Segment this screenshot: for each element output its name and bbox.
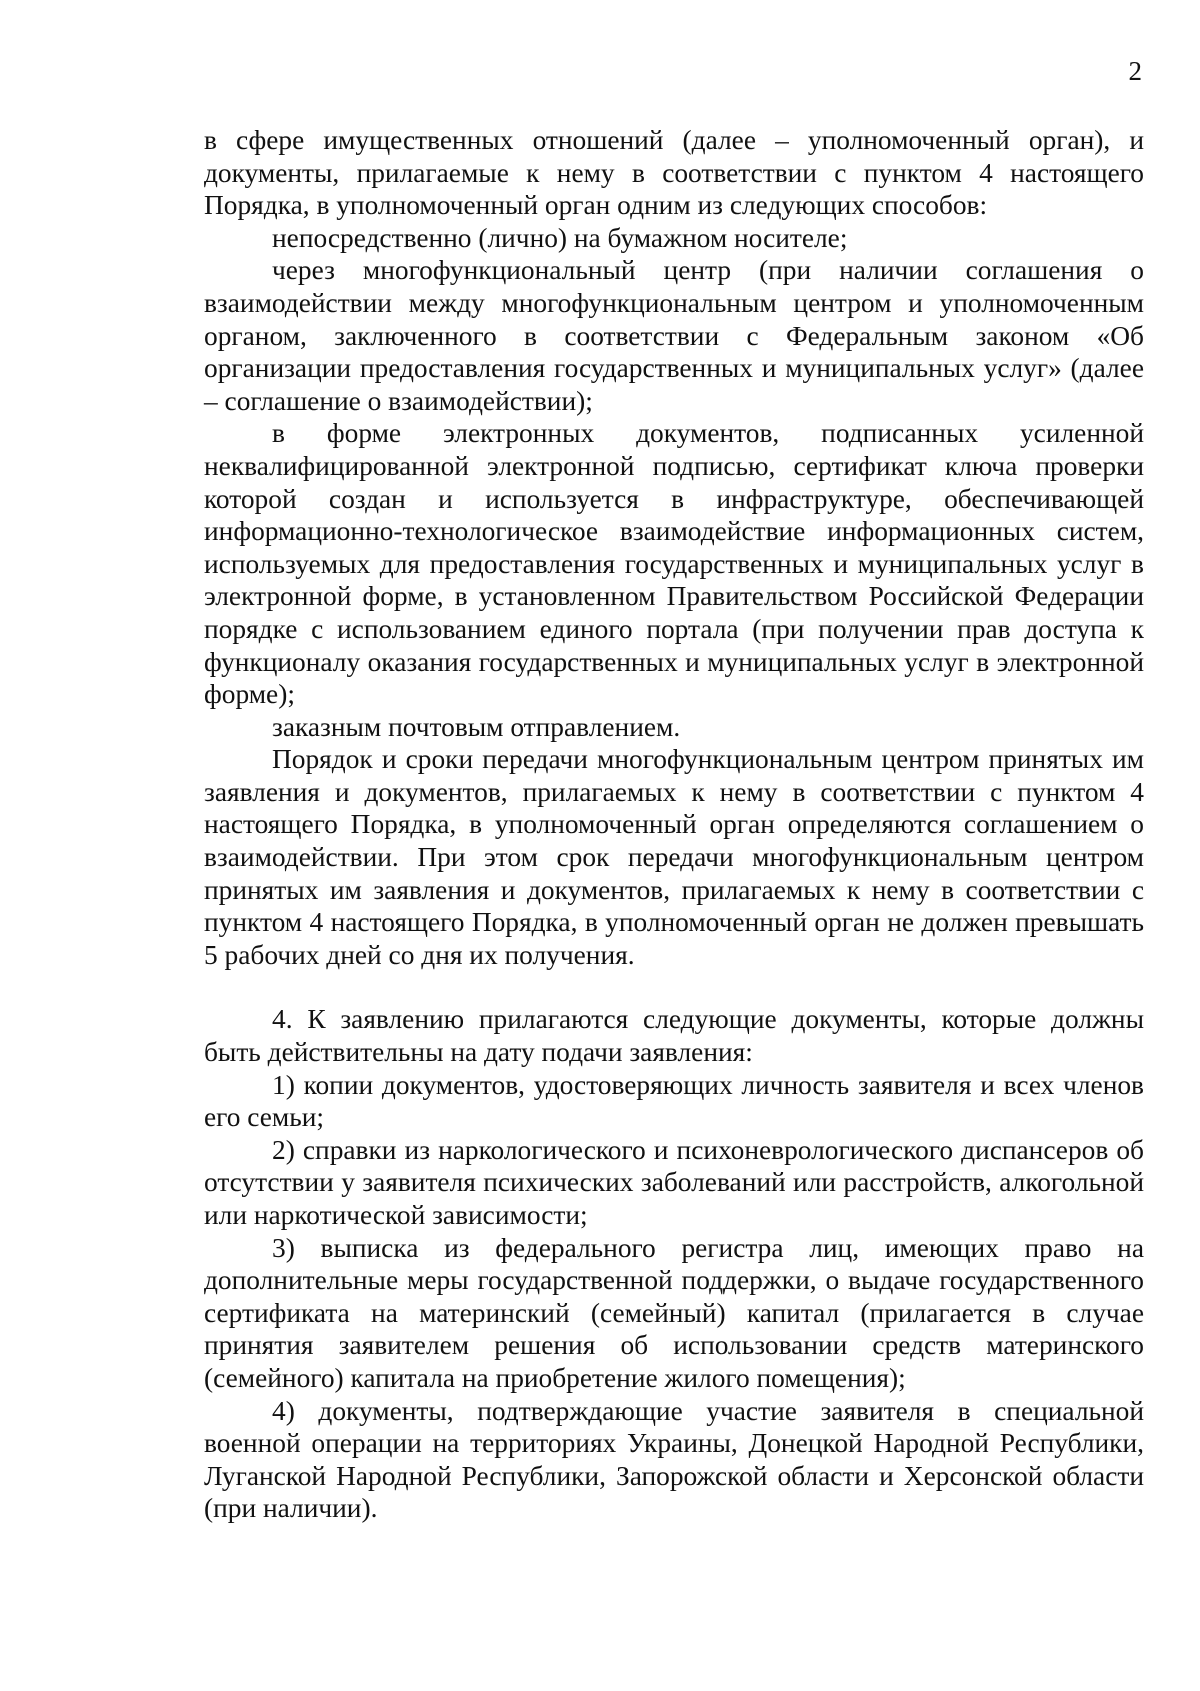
list-item-4: 4) документы, подтверждающие участие заявителя в специальной военной операции на территориях Украины, Донецкой Народной Республики, Луганской Народной Республики, Запорожской области и Херсонской области (при наличии). [204,1395,1144,1524]
list-item-3: 3) выписка из федерального регистра лиц, имеющих право на дополнительные меры государственной поддержки, о выдаче государственного сертификата на материнский (семейный) капитал (прилагается в случае принятия заявителем решения об использовании средств материнского (семейного) капитала на приобретение жилого помещения); [204,1232,1144,1393]
paragraph-method-mail: заказным почтовым отправлением. [272,711,681,742]
list-item-1: 1) копии документов, удостоверяющих личность заявителя и всех членов его семьи; [204,1069,1144,1133]
paragraph-method-mfc: через многофункциональный центр (при наличии соглашения о взаимодействии между многофункциональным центром и уполномоченным органом, заключенного в соответствии с Федеральным законом «Об организации предоставления государственных и муниципальных услуг» (далее – соглашение о взаимодействии); [204,255,1144,416]
document-body [204,124,1144,1525]
paragraph-section-4: 4. К заявлению прилагаются следующие документы, которые должны быть действительны на дату подачи заявления: [204,1004,1144,1068]
paragraph-continuation: в сфере имущественных отношений (далее – уполномоченный орган), и документы, прилагаемые к нему в соответствии с пунктом 4 настоящего Порядка, в уполномоченный орган одним из следующих способов: [204,125,1144,221]
paragraph-transfer-terms: Порядок и сроки передачи многофункциональным центром принятых им заявления и документов, прилагаемых к нему в соответствии с пунктом 4 настоящего Порядка, в уполномоченный орган определяются соглашением о взаимодействии. При этом срок передачи многофункциональным центром принятых им заявления и документов, прилагаемых к нему в соответствии с пунктом 4 настоящего Порядка, в уполномоченный орган не должен превышать 5 рабочих дней со дня их получения. [204,744,1144,970]
paragraph-method-in-person: непосредственно (лично) на бумажном носителе; [272,222,848,253]
paragraph-method-electronic: в форме электронных документов, подписанных усиленной неквалифицированной электронной подписью, сертификат ключа проверки которой создан и используется в инфраструктуре, обеспечивающей информационно-технологическое взаимодействие информационных систем, используемых для предоставления государственных и муниципальных услуг в электронной форме, в установленном Правительством Российской Федерации порядке с использованием единого портала (при получении прав доступа к функционалу оказания государственных и муниципальных услуг в электронной форме); [204,418,1144,710]
list-item-2: 2) справки из наркологического и психоневрологического диспансеров об отсутствии у заявителя психических заболеваний или расстройств, алкогольной или наркотической зависимости; [204,1134,1144,1230]
page-number: 2 [1128,56,1142,86]
